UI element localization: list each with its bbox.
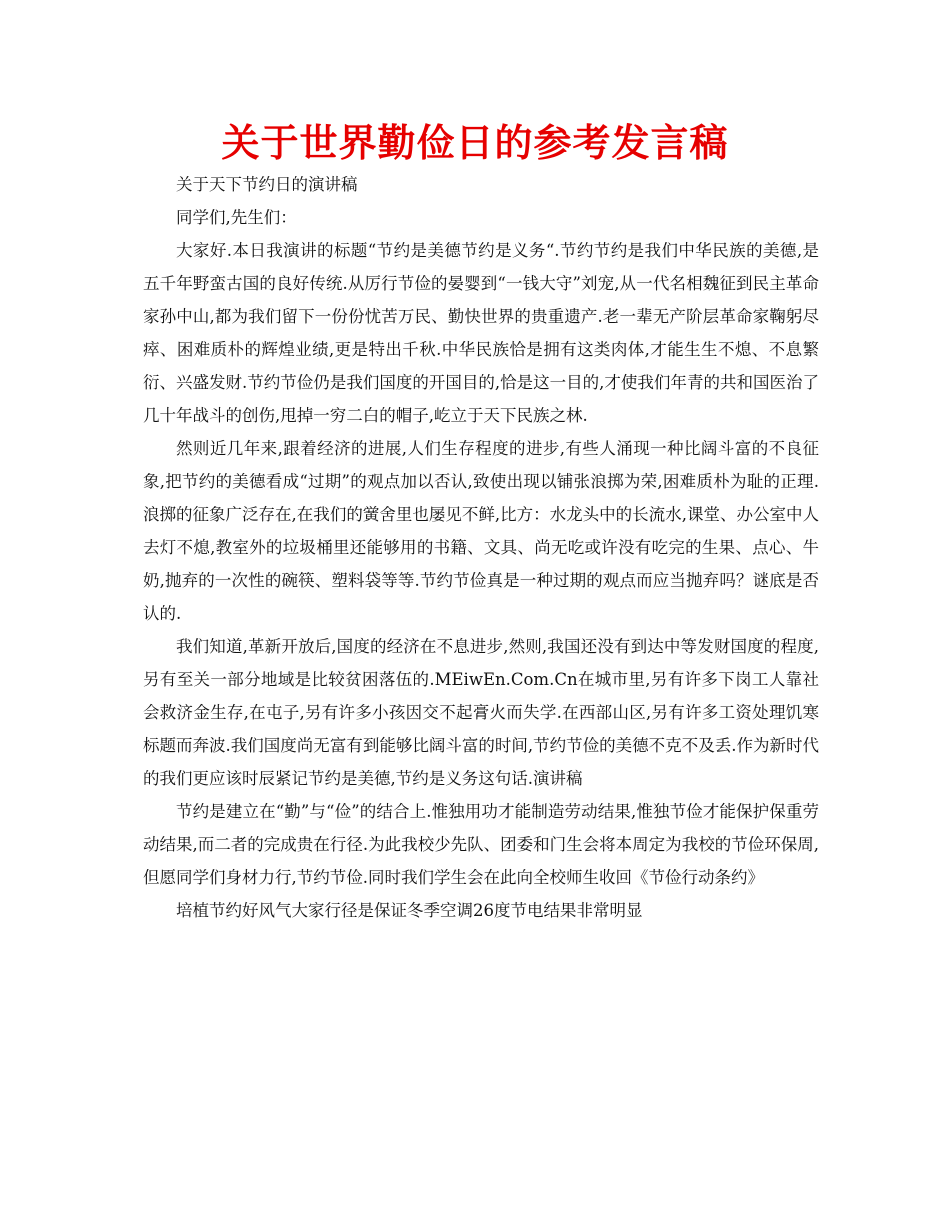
body-paragraph: 节约是建立在“勤”与“俭”的结合上.惟独用功才能制造劳动结果,惟独节俭才能保护保重劳动结果,而二者的完成贵在行径.为此我校少先队、团委和门生会将本周定为我校的节俭环保周,但愿同学们身材力行,节约节俭.同时我们学生会在此向全校师生收回《节俭行动条约》	[143, 802, 819, 887]
body-paragraph: 培植节约好风气大家行径是保证冬季空调26度节电结果非常明显	[176, 901, 643, 920]
document-subtitle: 关于天下节约日的演讲稿	[176, 175, 358, 194]
document-body	[143, 168, 819, 927]
body-paragraph: 然则近几年来,跟着经济的进展,人们生存程度的进步,有些人涌现一种比阔斗富的不良征象,把节约的美德看成“过期”的观点加以否认,致使出现以铺张浪掷为荣,困难质朴为耻的正理.浪掷的征象广泛存在,在我们的黉舍里也屡见不鲜,比方：水龙头中的长流水,课堂、办公室中人去灯不熄,教室外的垃圾桶里还能够用的书籍、文具、尚无吃或许没有吃完的生果、点心、牛奶,抛弃的一次性的碗筷、塑料袋等等.节约节俭真是一种过期的观点而应当抛弃吗？谜底是否认的.	[143, 439, 819, 623]
body-paragraph: 我们知道,革新开放后,国度的经济在不息进步,然则,我国还没有到达中等发财国度的程度,另有至关一部分地域是比较贫困落伍的.MEiwEn.Com.Cn在城市里,另有许多下岗工人靠社会救济金生存,在屯子,另有许多小孩因交不起膏火而失学.在西部山区,另有许多工资处理饥寒标题而奔波.我们国度尚无富有到能够比阔斗富的时间,节约节俭的美德不克不及丢.作为新时代的我们更应该时辰紧记节约是美德,节约是义务这句话.演讲稿	[143, 637, 819, 788]
document-title: 关于世界勤俭日的参考发言稿	[221, 121, 729, 165]
body-paragraph: 大家好.本日我演讲的标题“节约是美德节约是义务“.节约节约是我们中华民族的美德,是五千年野蛮古国的良好传统.从厉行节俭的晏婴到“一钱大守”刘宠,从一代名相魏征到民主革命家孙中山,都为我们留下一份份忧苦万民、勤快世界的贵重遗产.老一辈无产阶层革命家鞠躬尽瘁、困难质朴的辉煌业绩,更是特出千秋.中华民族恰是拥有这类肉体,才能生生不熄、不息繁衍、兴盛发财.节约节俭仍是我们国度的开国目的,恰是这一目的,才使我们年青的共和国医治了几十年战斗的创伤,甩掉一穷二白的帽子,屹立于天下民族之林.	[143, 241, 819, 425]
salutation: 同学们,先生们：	[176, 208, 297, 227]
